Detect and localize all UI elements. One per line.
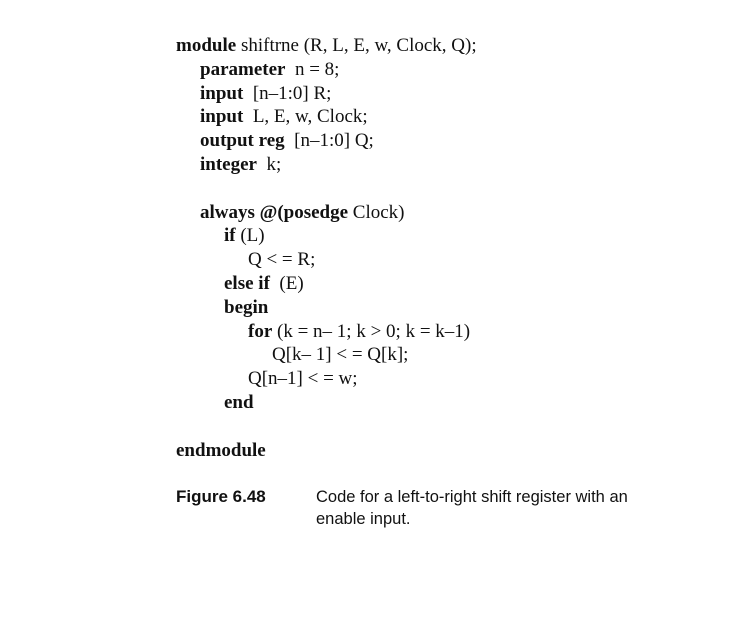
code-line-output bbox=[176, 129, 477, 153]
code-text: L, E, w, Clock; bbox=[243, 106, 368, 128]
keyword: always @(posedge bbox=[200, 201, 349, 223]
code-line-shift bbox=[176, 343, 477, 367]
figure-caption-text: Code for a left-to-right shift register with an enable input. bbox=[316, 488, 628, 528]
code-text: Clock) bbox=[348, 201, 405, 223]
code-text: (L) bbox=[235, 225, 265, 247]
code-line-load bbox=[176, 248, 477, 272]
code-text: shiftrne (R, L, E, w, Clock, Q); bbox=[236, 35, 477, 56]
code-line-integer bbox=[176, 153, 477, 177]
code-line-if bbox=[176, 224, 477, 248]
keyword: integer bbox=[200, 153, 257, 175]
code-text: (k = n– 1; k > 0; k = k–1) bbox=[272, 320, 471, 342]
code-line-input-signals bbox=[176, 105, 477, 129]
keyword: end bbox=[224, 391, 254, 413]
code-text: Q[n–1] < = w; bbox=[248, 368, 358, 390]
keyword: output reg bbox=[200, 130, 285, 152]
code-line-begin bbox=[176, 296, 477, 320]
keyword: input bbox=[200, 106, 244, 128]
code-line-input-r bbox=[176, 82, 477, 106]
code-text: (E) bbox=[269, 272, 304, 294]
code-line-for bbox=[176, 320, 477, 344]
code-line-endmodule bbox=[176, 439, 477, 463]
keyword: else if bbox=[224, 272, 270, 294]
keyword: module bbox=[176, 35, 237, 56]
code-line-module bbox=[176, 34, 477, 58]
code-line-msb bbox=[176, 367, 477, 391]
keyword: begin bbox=[224, 296, 269, 318]
code-text: n = 8; bbox=[285, 58, 340, 80]
figure-label: Figure 6.48 bbox=[176, 487, 266, 506]
code-text: Q[k– 1] < = Q[k]; bbox=[272, 344, 409, 366]
blank-line bbox=[176, 415, 477, 439]
code-line-parameter bbox=[176, 58, 477, 82]
code-line-always bbox=[176, 201, 477, 225]
keyword: endmodule bbox=[176, 439, 266, 461]
keyword: parameter bbox=[200, 58, 286, 80]
keyword: if bbox=[224, 225, 236, 247]
keyword: input bbox=[200, 82, 244, 104]
code-text: k; bbox=[256, 153, 282, 175]
code-text: Q < = R; bbox=[248, 249, 316, 271]
code-text: [n–1:0] Q; bbox=[284, 130, 374, 152]
figure-caption bbox=[176, 486, 656, 530]
code-line-else-if bbox=[176, 272, 477, 296]
keyword: for bbox=[248, 320, 273, 342]
verilog-code-listing bbox=[176, 34, 477, 462]
code-text: [n–1:0] R; bbox=[243, 82, 332, 104]
blank-line bbox=[176, 177, 477, 201]
code-line-end bbox=[176, 391, 477, 415]
